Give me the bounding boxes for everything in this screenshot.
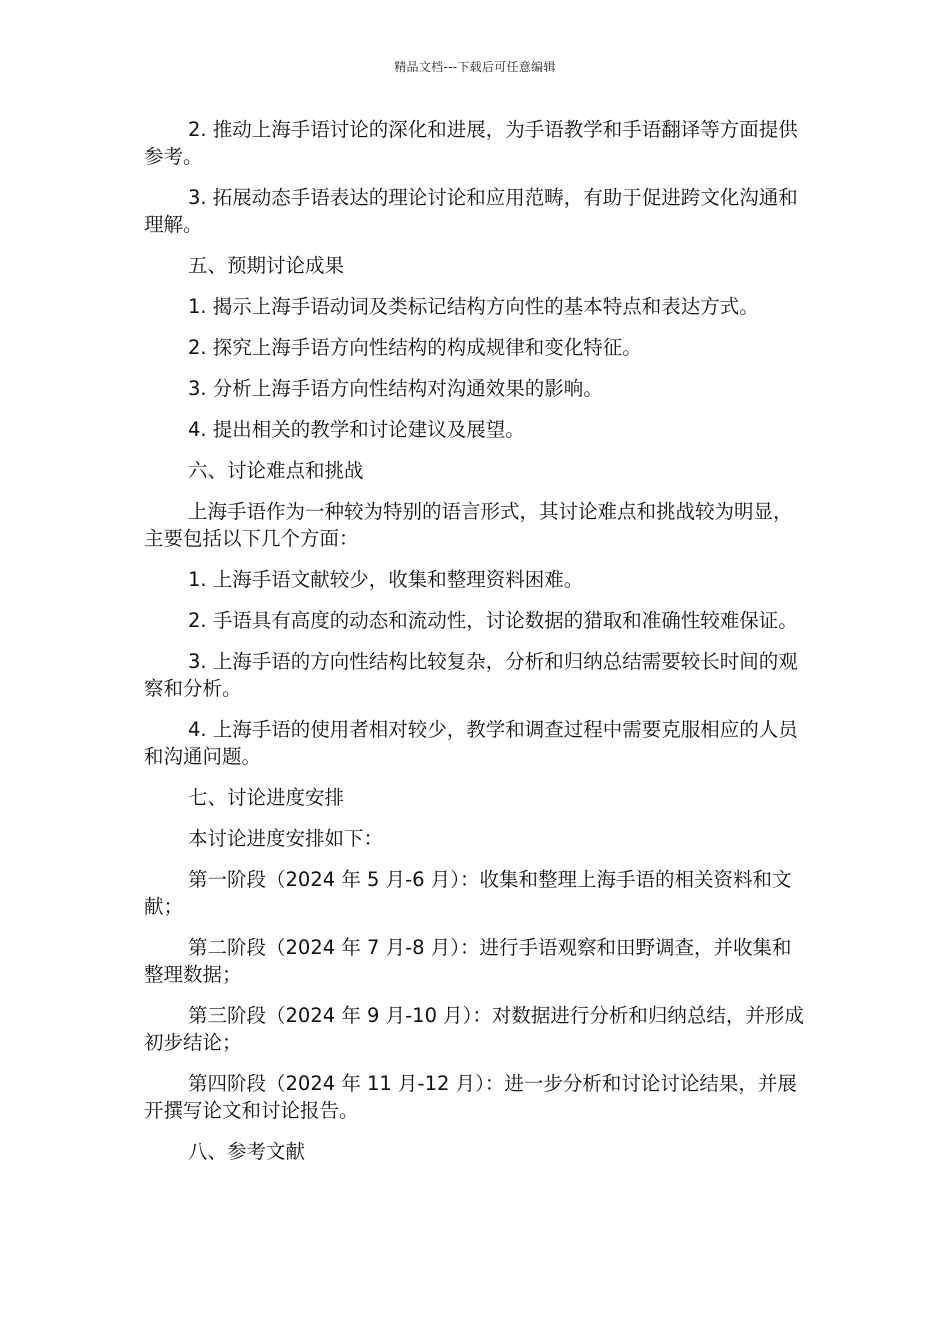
list-item: 4. 提出相关的教学和讨论建议及展望。 (188, 418, 525, 441)
paragraph: 本讨论进度安排如下： (188, 827, 384, 850)
paragraph: 上海手语作为一种较为特别的语言形式，其讨论难点和挑战较为明显，主要包括以下几个方面： (144, 500, 793, 550)
list-item: 2. 探究上海手语方向性结构的构成规律和变化特征。 (188, 336, 642, 359)
schedule-item: 第三阶段（2024 年 9 月-10 月）：对数据进行分析和归纳总结，并形成初步结论； (144, 1004, 804, 1054)
list-item: 1. 上海手语文献较少，收集和整理资料困难。 (188, 568, 584, 591)
list-item: 1. 揭示上海手语动词及类标记结构方向性的基本特点和表达方式。 (188, 295, 759, 318)
section-heading: 六、讨论难点和挑战 (188, 459, 364, 482)
section-heading: 五、预期讨论成果 (188, 254, 345, 277)
page-header: 精品文档---下载后可任意编辑 (394, 60, 556, 74)
list-item: 4. 上海手语的使用者相对较少，教学和调查过程中需要克服相应的人员和沟通问题。 (144, 718, 798, 768)
schedule-item: 第二阶段（2024 年 7 月-8 月）：进行手语观察和田野调查，并收集和整理数据； (144, 936, 792, 986)
list-item: 3. 上海手语的方向性结构比较复杂，分析和归纳总结需要较长时间的观察和分析。 (144, 650, 798, 700)
paragraph: 3. 拓展动态手语表达的理论讨论和应用范畴，有助于促进跨文化沟通和理解。 (144, 186, 798, 236)
section-heading: 八、参考文献 (188, 1140, 306, 1163)
schedule-item: 第一阶段（2024 年 5 月-6 月）：收集和整理上海手语的相关资料和文献； (144, 868, 792, 918)
section-heading: 七、讨论进度安排 (188, 786, 345, 809)
list-item: 3. 分析上海手语方向性结构对沟通效果的影响。 (188, 377, 603, 400)
paragraph: 2. 推动上海手语讨论的深化和进展，为手语教学和手语翻译等方面提供参考。 (144, 118, 798, 168)
document-body (144, 116, 806, 1179)
list-item: 2. 手语具有高度的动态和流动性，讨论数据的猎取和准确性较难保证。 (188, 609, 798, 632)
schedule-item: 第四阶段（2024 年 11 月-12 月）：进一步分析和讨论讨论结果，并展开撰写论文和讨论报告。 (144, 1072, 797, 1122)
